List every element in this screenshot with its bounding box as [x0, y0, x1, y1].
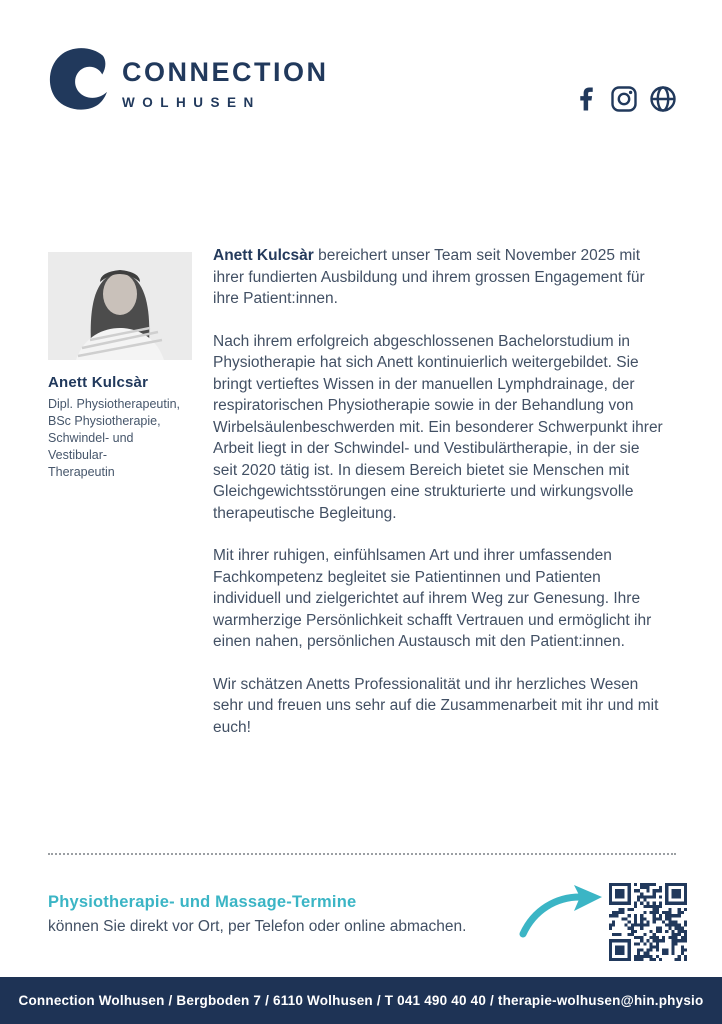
article-paragraph: Mit ihrer ruhigen, einfühlsamen Art und ihrer umfassenden Fachkompetenz begleitet sie Patientinnen und Patienten individuell und zielgerichtet auf ihrem Weg zur Genesung. Ihre warmherzige Persönlichkeit schafft Vertrauen und ermöglicht ihr einen nahen, persönlichen Austausch mit den Patient:innen.: [213, 547, 652, 650]
qr-code: [609, 883, 687, 961]
footer-contact-line: Connection Wolhusen / Bergboden 7 / 6110 Wolhusen / T 041 490 40 40 / therapie-wolhusen@hin.physio: [18, 993, 704, 1008]
credential-line: Therapeutin: [48, 465, 115, 479]
website-globe-icon[interactable]: [650, 86, 676, 112]
appointment-text: können Sie direkt vor Ort, per Telefon oder online abmachen.: [48, 918, 467, 935]
brand-location: WOLHUSEN: [122, 95, 261, 110]
portrait-photo: [48, 252, 192, 360]
profile-name: Anett Kulcsàr: [48, 374, 149, 391]
brand-name: CONNECTION: [122, 57, 329, 87]
dotted-divider: [48, 853, 676, 855]
appointment-heading: Physiotherapie- und Massage-Termine: [48, 893, 357, 911]
footer-contact-bar: [0, 977, 722, 1024]
credential-line: BSc Physiotherapie,: [48, 414, 161, 428]
article-intro-paragraph: [213, 245, 663, 310]
article-body: [213, 245, 663, 759]
profile-card: [48, 252, 194, 481]
brand-text: [122, 57, 329, 110]
facebook-icon[interactable]: [575, 87, 598, 111]
credential-line: Dipl. Physiotherapeutin,: [48, 397, 181, 411]
article-intro-name: Anett Kulcsàr: [213, 247, 314, 264]
curved-arrow-icon: [518, 884, 606, 940]
article-paragraph: Wir schätzen Anetts Professionalität und ihr herzliches Wesen sehr und freuen uns sehr auf die Zusammenarbeit mit ihr und mit euch!: [213, 675, 659, 736]
article-paragraph: Nach ihrem erfolgreich abgeschlossenen Bachelorstudium in Physiotherapie hat sich Anett kontinuierlich weitergebildet. Sie bringt vertieftes Wissen in der manuellen Lymphdrainage, der respiratorischen Physiotherapie sowie in der Behandlung von Wirbelsäulenbeschwerden mit. Ein besonderer Schwerpunkt ihrer Arbeit liegt in der Schwindel- und Vestibulärtherapie, in der sie seit 2020 tätig ist. In diesem Bereich bietet sie Menschen mit Gleichgewichtsstörungen eine strukturierte und wirkungsvolle therapeutische Begleitung.: [213, 332, 663, 522]
credential-line: Schwindel- und Vestibular-: [48, 431, 134, 462]
article-intro-rest: bereichert unser Team seit November 2025 mit ihrer fundierten Ausbildung und ihrem grossen Engagement für ihre Patient:innen.: [213, 247, 645, 307]
profile-credentials: [48, 396, 194, 481]
social-icons: [575, 86, 676, 112]
instagram-icon[interactable]: [611, 86, 637, 112]
connection-logo-icon: [48, 45, 115, 112]
